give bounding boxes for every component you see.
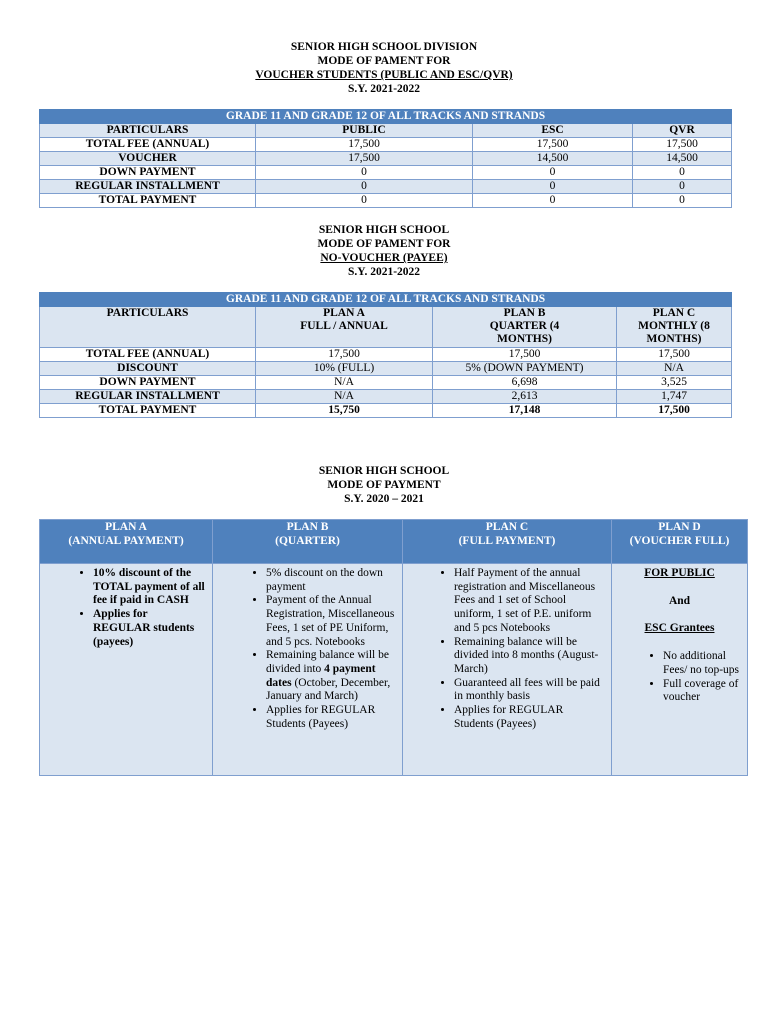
table-cell: 14,500 (473, 152, 633, 166)
plan-c-details (403, 564, 612, 776)
column-header: PARTICULARS (40, 307, 256, 348)
plan-d-line: FOR PUBLIC (644, 567, 715, 579)
table-cell: 15,750 (256, 404, 433, 418)
plan-subtitle: (QUARTER) (275, 534, 340, 547)
column-header: PLAN B (433, 307, 617, 321)
list-item: • 5% discount on the down payment (266, 567, 395, 594)
table-cell: 0 (633, 180, 732, 194)
list-item: • Remaining balance will be divided into 8 months (August-March) (454, 636, 604, 677)
table-row (40, 166, 732, 180)
row-label: DISCOUNT (40, 362, 256, 376)
list-item: • Applies for REGULAR Students (Payees) (454, 704, 604, 731)
plan-d-details (612, 564, 748, 776)
column-header: QVR (633, 124, 732, 138)
column-subheader: FULL / ANNUAL (256, 320, 433, 348)
column-header: PARTICULARS (40, 124, 256, 138)
table-row (40, 194, 732, 208)
row-label: TOTAL PAYMENT (40, 404, 256, 418)
voucher-fee-table (39, 109, 732, 208)
table-row (40, 404, 732, 418)
table-cell: 0 (256, 166, 473, 180)
table-cell: 6,698 (433, 376, 617, 390)
table-cell: 0 (256, 180, 473, 194)
section3-heading (0, 464, 768, 506)
table-cell: 0 (256, 194, 473, 208)
list-item: • Full coverage of voucher (663, 678, 740, 705)
plan-c-header (403, 520, 612, 564)
list-item-text: (October, December, January and March) (266, 676, 391, 703)
list-item: • Applies for REGULAR students (payees) (93, 608, 205, 649)
table-row (40, 376, 732, 390)
row-label: REGULAR INSTALLMENT (40, 390, 256, 404)
table-cell: 0 (473, 180, 633, 194)
emphasis-text: 4 payment dates (266, 662, 376, 689)
plan-b-header (213, 520, 403, 564)
plan-subtitle: (ANNUAL PAYMENT) (68, 534, 184, 547)
list-item (266, 649, 395, 704)
table-cell: 14,500 (633, 152, 732, 166)
table-cell: N/A (256, 376, 433, 390)
table-cell: 0 (473, 166, 633, 180)
table-cell: 17,500 (256, 348, 433, 362)
plan-subtitle: (VOUCHER FULL) (629, 534, 730, 547)
table-cell: 17,500 (473, 138, 633, 152)
section3-title-line2: MODE OF PAYMENT (327, 479, 441, 491)
list-item: • Payment of the Annual Registration, Miscellaneous Fees, 1 set of PE Uniform, and 5 pcs. Notebooks (266, 594, 395, 649)
row-label: TOTAL FEE (ANNUAL) (40, 348, 256, 362)
column-header: ESC (473, 124, 633, 138)
section2-title-line2: MODE OF PAMENT FOR (317, 238, 451, 250)
table-cell: 2,613 (433, 390, 617, 404)
table-cell: 0 (633, 166, 732, 180)
list-item: • Half Payment of the annual registration and Miscellaneous Fees and 1 set of School uniform, 1 set of P.E. uniform and 5 pcs Notebooks (454, 567, 604, 636)
row-label: VOUCHER (40, 152, 256, 166)
row-label: TOTAL PAYMENT (40, 194, 256, 208)
plan-name: PLAN B (286, 521, 329, 533)
table-cell: 17,500 (256, 152, 473, 166)
table-cell: 17,500 (256, 138, 473, 152)
section1-heading (0, 40, 768, 96)
list-item: • Guaranteed all fees will be paid in monthly basis (454, 677, 604, 704)
section2-title-line1: SENIOR HIGH SCHOOL (318, 224, 450, 236)
section1-title-line2: MODE OF PAMENT FOR (317, 55, 451, 67)
column-header: PUBLIC (256, 124, 473, 138)
plan-a-details (40, 564, 213, 776)
table-cell: 0 (633, 194, 732, 208)
plan-d-line: ESC Grantees (644, 622, 715, 635)
table-cell: 17,500 (633, 138, 732, 152)
plan-name: PLAN A (105, 521, 147, 533)
table-cell: N/A (256, 390, 433, 404)
table-row (40, 348, 732, 362)
table-cell: 17,500 (617, 348, 732, 362)
table-cell: 5% (DOWN PAYMENT) (433, 362, 617, 376)
table-row (40, 180, 732, 194)
table-row (40, 390, 732, 404)
table-row (40, 362, 732, 376)
table-banner: GRADE 11 AND GRADE 12 OF ALL TRACKS AND STRANDS (40, 110, 732, 124)
plan-name: PLAN D (658, 521, 701, 533)
no-voucher-fee-table (39, 292, 732, 418)
table-cell: 17,500 (433, 348, 617, 362)
section3-title-line1: SENIOR HIGH SCHOOL (318, 465, 450, 477)
plan-d-line: And (668, 594, 691, 607)
row-label: REGULAR INSTALLMENT (40, 180, 256, 194)
table-row (40, 138, 732, 152)
table-cell: 17,500 (617, 404, 732, 418)
column-header: PLAN A (256, 307, 433, 321)
plan-a-header (40, 520, 213, 564)
table-cell: N/A (617, 362, 732, 376)
row-label: DOWN PAYMENT (40, 376, 256, 390)
table-cell: 0 (473, 194, 633, 208)
section1-title-line3: VOUCHER STUDENTS (PUBLIC AND ESC/QVR) (255, 69, 513, 81)
section3-title-line3: S.Y. 2020 – 2021 (344, 493, 424, 505)
table-cell: 3,525 (617, 376, 732, 390)
plan-d-header (612, 520, 748, 564)
payment-plans-table (39, 519, 748, 776)
list-item: • No additional Fees/ no top-ups (663, 650, 740, 677)
list-item: • 10% discount of the TOTAL payment of all fee if paid in CASH (93, 567, 205, 608)
column-subheader: QUARTER (4 MONTHS) (433, 320, 617, 348)
column-subheader: MONTHLY (8 MONTHS) (617, 320, 732, 348)
plan-name: PLAN C (485, 521, 529, 533)
column-header: PLAN C (617, 307, 732, 321)
plan-b-details (213, 564, 403, 776)
table-cell: 1,747 (617, 390, 732, 404)
row-label: DOWN PAYMENT (40, 166, 256, 180)
section2-heading (0, 223, 768, 279)
section2-title-line3: NO-VOUCHER (PAYEE) (320, 252, 448, 264)
table-cell: 17,148 (433, 404, 617, 418)
plan-subtitle: (FULL PAYMENT) (458, 534, 556, 547)
section2-title-line4: S.Y. 2021-2022 (347, 266, 421, 278)
table-banner: GRADE 11 AND GRADE 12 OF ALL TRACKS AND STRANDS (40, 293, 732, 307)
table-cell: 10% (FULL) (256, 362, 433, 376)
row-label: TOTAL FEE (ANNUAL) (40, 138, 256, 152)
list-item: • Applies for REGULAR Students (Payees) (266, 704, 395, 731)
list-item-text: Remaining balance will be divided into (266, 649, 389, 675)
table-row (40, 152, 732, 166)
section1-title-line1: SENIOR HIGH SCHOOL DIVISION (290, 41, 478, 53)
section1-title-line4: S.Y. 2021-2022 (347, 83, 421, 95)
